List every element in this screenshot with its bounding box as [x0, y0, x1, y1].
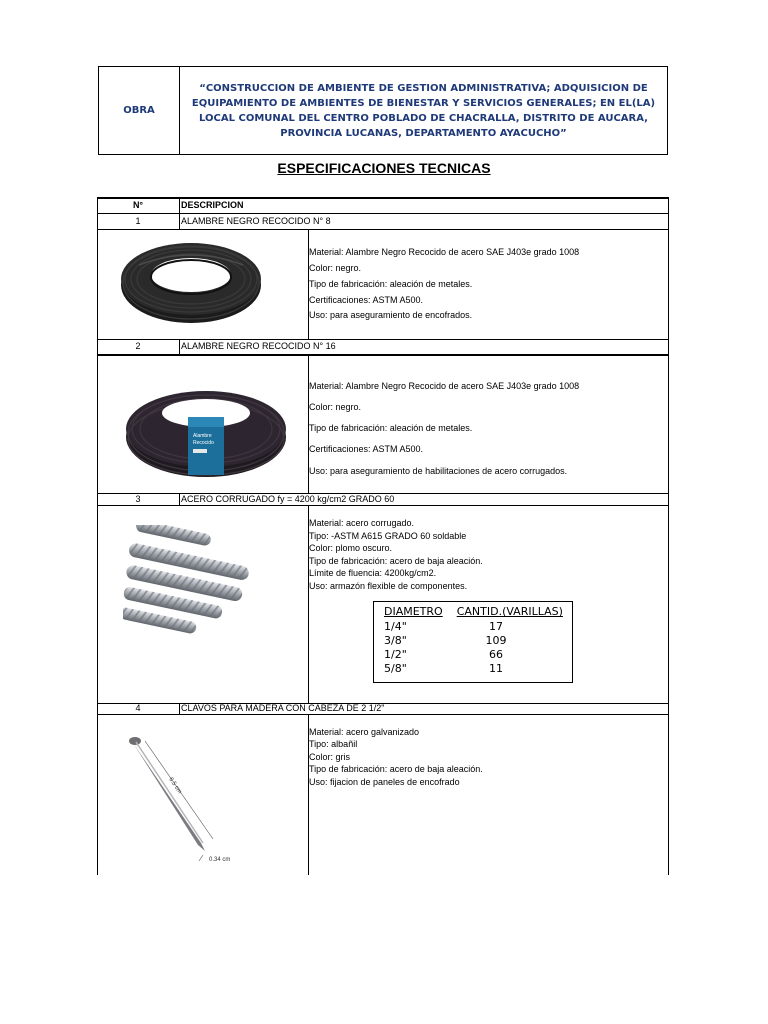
diameter-value: 3/8" — [384, 634, 407, 647]
quantity-value: 66 — [489, 648, 503, 661]
diameter-table — [373, 601, 573, 683]
item-2-spec-uso: Uso: para aseguramiento de habilitaciones de acero corrugados. — [309, 466, 568, 476]
black-wire-coil-image-1 — [119, 235, 289, 331]
quantity-col-header: CANTID.(VARILLAS) — [456, 605, 563, 618]
corrugated-rebar-image — [123, 525, 253, 650]
item-3-spec-tipo: Tipo: -ASTM A615 GRADO 60 soldable — [309, 531, 467, 541]
document-title-text: ESPECIFICACIONES TECNICAS — [277, 160, 491, 176]
item-4-name: CLAVOS PARA MADERA CON CABEZA DE 2 1/2" — [181, 703, 385, 713]
col-header-description: DESCRIPCION — [181, 200, 244, 210]
diameter-table-header — [384, 605, 563, 618]
diameter-row — [384, 620, 564, 634]
item-4-number: 4 — [135, 703, 141, 713]
item-4-spec-tipo: Tipo: albañil — [309, 739, 358, 749]
obra-label: OBRA — [99, 67, 180, 154]
item-2-spec-certificaciones: Certificaciones: ASTM A500. — [309, 444, 424, 454]
quantity-value: 11 — [489, 662, 503, 675]
project-header — [98, 66, 668, 155]
diameter-col-header: DIAMETRO — [384, 605, 443, 618]
diameter-value: 5/8" — [384, 662, 407, 675]
item-1-name: ALAMBRE NEGRO RECOCIDO N° 8 — [181, 216, 331, 226]
item-1-spec-fabricacion: Tipo de fabricación: aleación de metales. — [309, 279, 473, 289]
item-1-spec-material: Material: Alambre Negro Recocido de acero SAE J403e grado 1008 — [309, 247, 580, 257]
package-label-line1: Alambre — [193, 433, 212, 439]
diameter-row — [384, 662, 564, 676]
item-4-spec-fabricacion: Tipo de fabricación: acero de baja aleación. — [309, 764, 483, 774]
item-2-number: 2 — [135, 341, 141, 351]
item-4-spec-color: Color: gris — [309, 752, 351, 762]
nail-image — [127, 735, 237, 870]
package-label-line2: Recocido — [193, 440, 214, 446]
item-1-number: 1 — [135, 216, 141, 226]
diameter-value: 1/2" — [384, 648, 407, 661]
obra-description: “CONSTRUCCION DE AMBIENTE DE GESTION ADMINISTRATIVA; ADQUISICION DE EQUIPAMIENTO DE AMBIENTES DE BIENESTAR Y SERVICIOS GENERALES; EN EL(LA) LOCAL COMUNAL DEL CENTRO POBLADO DE CHACRALLA, DISTRITO DE AUCARA, PROVINCIA LUCANAS, DEPARTAMENTO AYACUCHO” — [191, 82, 656, 139]
quantity-value: 17 — [489, 620, 503, 633]
item-3-spec-material: Material: acero corrugado. — [309, 518, 415, 528]
item-1-spec-color: Color: negro. — [309, 263, 362, 273]
black-wire-coil-image-2 — [123, 377, 289, 483]
item-3-name: ACERO CORRUGADO fy = 4200 kg/cm2 GRADO 60 — [181, 494, 395, 504]
quantity-value: 109 — [485, 634, 507, 647]
item-3-spec-fluencia: Límite de fluencia: 4200kg/cm2. — [309, 568, 437, 578]
item-1-spec-certificaciones: Certificaciones: ASTM A500. — [309, 295, 424, 305]
item-4-spec-uso: Uso: fijacion de paneles de encofrado — [309, 777, 460, 787]
item-2-spec-color: Color: negro. — [309, 402, 362, 412]
item-2-name: ALAMBRE NEGRO RECOCIDO N° 16 — [181, 341, 336, 351]
item-2-spec-fabricacion: Tipo de fabricación: aleación de metales. — [309, 423, 473, 433]
document-title — [0, 160, 768, 176]
item-3-number: 3 — [135, 494, 141, 504]
col-header-number: N° — [132, 200, 144, 210]
diameter-value: 1/4" — [384, 620, 407, 633]
item-3-spec-color: Color: plomo oscuro. — [309, 543, 393, 553]
nail-length-label: 6.5 cm — [167, 776, 183, 796]
diameter-row — [384, 634, 564, 648]
item-3-spec-uso: Uso: armazón flexible de componentes. — [309, 581, 468, 591]
item-1-spec-uso: Uso: para aseguramiento de encofrados. — [309, 310, 473, 320]
nail-diameter-label: 0.34 cm — [209, 857, 231, 863]
item-3-spec-fabricacion: Tipo de fabricación: acero de baja aleación. — [309, 556, 483, 566]
item-4-spec-material: Material: acero galvanizado — [309, 727, 420, 737]
spec-table — [97, 197, 669, 875]
item-2-spec-material: Material: Alambre Negro Recocido de acero SAE J403e grado 1008 — [309, 381, 580, 391]
diameter-row — [384, 648, 564, 662]
